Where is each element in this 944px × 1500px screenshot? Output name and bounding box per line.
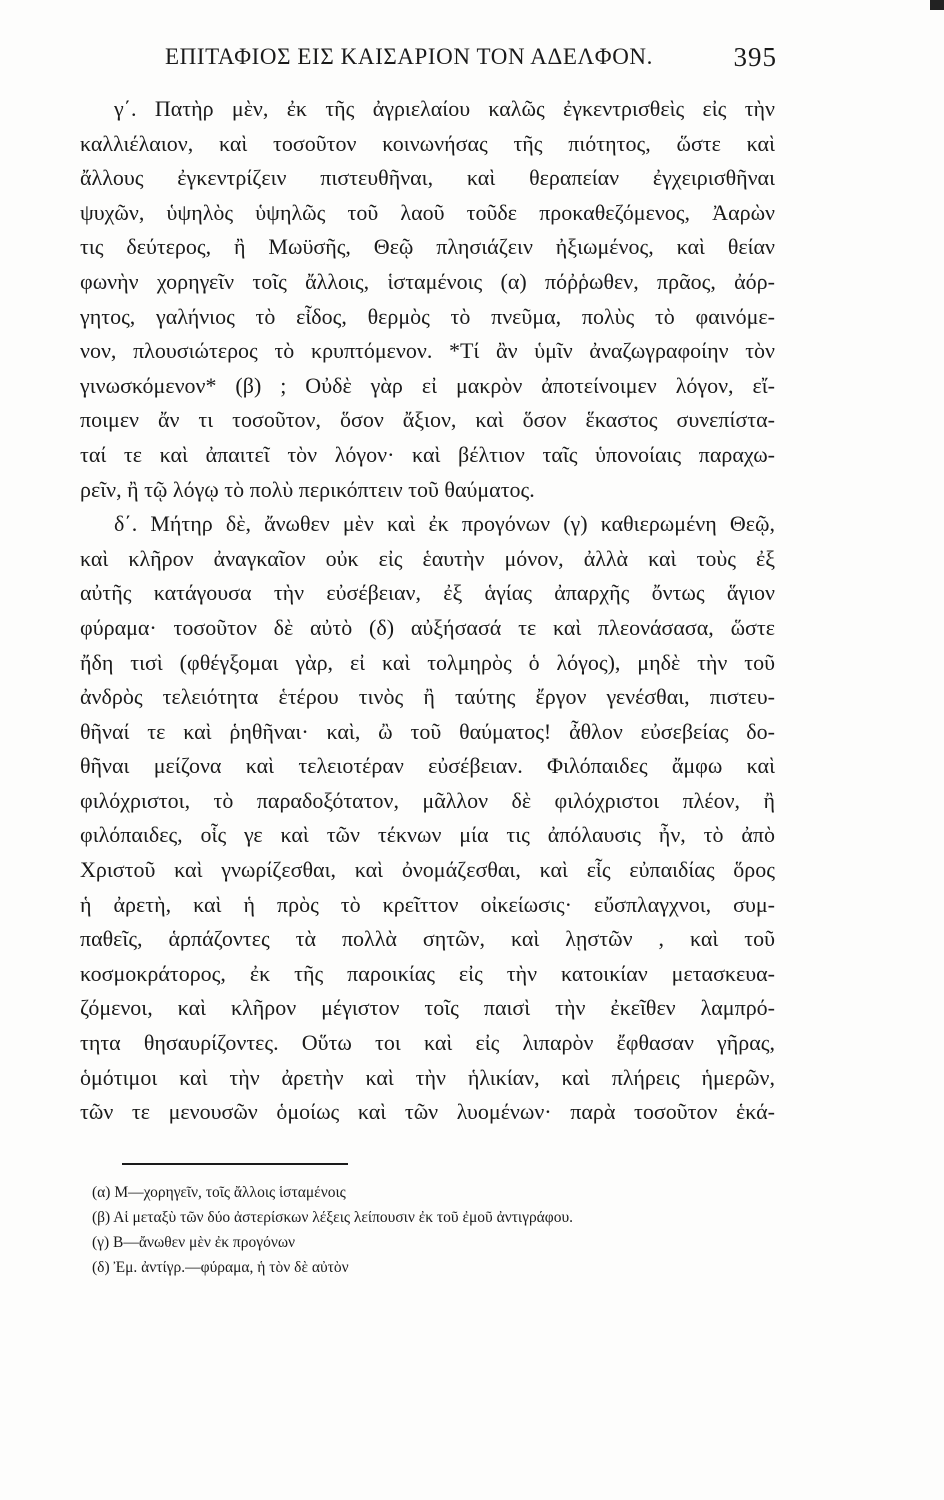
text-line: καὶ κλῆρον ἀναγκαῖον οὐκ εἰς ἑαυτὴν μόνον, ἀλλὰ καὶ τοὺς ἐξ bbox=[80, 545, 775, 571]
text-line: φύραμα· τοσοῦτον δὲ αὐτὸ (δ) αὐξήσασά τε καὶ πλεονάσασα, ὥστε bbox=[80, 614, 775, 640]
main-text bbox=[80, 92, 775, 1130]
text-line: φωνὴν χορηγεῖν τοῖς ἄλλοις, ἱσταμένοις (α) πόῤῥωθεν, πρᾶος, ἀόρ- bbox=[80, 268, 775, 294]
footnote: (γ) Β—ἄνωθεν μὲν ἐκ προγόνων bbox=[92, 1234, 296, 1251]
text-line: ὁμότιμοι καὶ τὴν ἀρετὴν καὶ τὴν ἡλικίαν, καὶ πλήρεις ἡμερῶν, bbox=[80, 1064, 775, 1090]
text-line: γινωσκόμενον* (β) ; Οὐδὲ γὰρ εἰ μακρὸν ἀποτείνοιμεν λόγον, εἴ- bbox=[80, 372, 775, 398]
text-line: φιλόχριστοι, τὸ παραδοξότατον, μᾶλλον δὲ φιλόχριστοι πλέον, ἢ bbox=[80, 787, 775, 813]
text-line: ζόμενοι, καὶ κλῆρον μέγιστον τοῖς παισὶ τὴν ἐκεῖθεν λαμπρό- bbox=[80, 995, 775, 1021]
text-line: ρεῖν, ἢ τῷ λόγῳ τὸ πολὺ περικόπτειν τοῦ θαύματος. bbox=[80, 476, 535, 502]
scan-corner-mark bbox=[930, 0, 944, 10]
footnote: (β) Αἱ μεταξὺ τῶν δύο ἀστερίσκων λέξεις λείπουσιν ἐκ τοῦ ἐμοῦ ἀντιγράφου. bbox=[92, 1209, 574, 1226]
text-line: ἀνδρὸς τελειότητα ἑτέρου τινὸς ἢ ταύτης ἔργον γενέσθαι, πιστευ- bbox=[80, 684, 775, 710]
text-line: γητος, γαλήνιος τὸ εἶδος, θερμὸς τὸ πνεῦμα, πολὺς τὸ φαινόμε- bbox=[80, 303, 775, 329]
text-line: τις δεύτερος, ἢ Μωϋσῆς, Θεῷ πλησιάζειν ἠξιωμένος, καὶ θείαν bbox=[80, 234, 775, 260]
text-line: νον, πλουσιώτερος τὸ κρυπτόμενον. *Τί ἂν ὑμῖν ἀναζωγραφοίην τὸν bbox=[80, 338, 775, 364]
text-line: τητα θησαυρίζοντες. Οὕτω τοι καὶ εἰς λιπαρὸν ἔφθασαν γῆρας, bbox=[80, 1030, 775, 1056]
text-line: Χριστοῦ καὶ γνωρίζεσθαι, καὶ ὀνομάζεσθαι, καὶ εἷς εὐπαιδίας ὅρος bbox=[80, 857, 775, 883]
text-line: θῆναι μείζονα καὶ τελειοτέραν εὐσέβειαν. Φιλόπαιδες ἄμφω καὶ bbox=[80, 753, 775, 779]
text-line: τῶν τε μενουσῶν ὁμοίως καὶ τῶν λυομένων· παρὰ τοσοῦτον ἑκά- bbox=[80, 1099, 775, 1125]
text-line: ἤδη τισὶ (φθέγξομαι γὰρ, εἰ καὶ τολμηρὸς ὁ λόγος), μηδὲ τὴν τοῦ bbox=[80, 649, 775, 675]
footnote: (δ) Ἐμ. ἀντίγρ.—φύραμα, ἡ τὸν δὲ αὐτὸν bbox=[92, 1259, 349, 1276]
page-header bbox=[165, 44, 777, 80]
text-line: θῆναί τε καὶ ῥηθῆναι· καὶ, ὢ τοῦ θαύματος! ἆθλον εὐσεβείας δο- bbox=[80, 718, 775, 744]
text-line: φιλόπαιδες, οἷς γε καὶ τῶν τέκνων μία τις ἀπόλαυσις ἦν, τὸ ἀπὸ bbox=[80, 822, 775, 848]
text-line: ταί τε καὶ ἀπαιτεῖ τὸν λόγον· καὶ βέλτιον ταῖς ὑπονοίαις παραχω- bbox=[80, 441, 775, 467]
text-line: κοσμοκράτορος, ἐκ τῆς παροικίας εἰς τὴν κατοικίαν μετασκευα- bbox=[80, 960, 775, 986]
page-number: 395 bbox=[733, 42, 777, 72]
running-title: ΕΠΙΤΑΦΙΟΣ ΕΙΣ ΚΑΙΣΑΡΙΟΝ ΤΟΝ ΑΔΕΛΦΟΝ. bbox=[165, 44, 653, 69]
text-line: αὐτῆς κατάγουσα τὴν εὐσέβειαν, ἐξ ἁγίας ἀπαρχῆς ὄντως ἅγιον bbox=[80, 580, 775, 606]
footnote-divider bbox=[122, 1163, 348, 1165]
footnotes bbox=[92, 1180, 752, 1280]
text-line: ἄλλους ἐγκεντρίζειν πιστευθῆναι, καὶ θεραπείαν ἐγχειρισθῆναι bbox=[80, 165, 775, 191]
text-line: ποιμεν ἄν τι τοσοῦτον, ὅσον ἄξιον, καὶ ὅσον ἕκαστος συνεπίστα- bbox=[80, 407, 775, 433]
text-line: ψυχῶν, ὑψηλὸς ὑψηλῶς τοῦ λαοῦ τοῦδε προκαθεζόμενος, Ἀαρὼν bbox=[80, 199, 775, 225]
text-line: παθεῖς, ἁρπάζοντες τὰ πολλὰ σητῶν, καὶ λῃστῶν , καὶ τοῦ bbox=[80, 926, 775, 952]
text-line: καλλιέλαιον, καὶ τοσοῦτον κοινωνήσας τῆς πιότητος, ὥστε καὶ bbox=[80, 130, 775, 156]
text-line: ἡ ἀρετὴ, καὶ ἡ πρὸς τὸ κρεῖττον οἰκείωσις· εὔσπλαγχνοι, συμ- bbox=[80, 891, 775, 917]
text-line: γ΄. Πατὴρ μὲν, ἐκ τῆς ἀγριελαίου καλῶς ἐγκεντρισθεὶς εἰς τὴν bbox=[114, 96, 775, 121]
footnote: (α) Μ—χορηγεῖν, τοῖς ἄλλοις ἱσταμένοις bbox=[92, 1184, 346, 1201]
text-line: δ΄. Μήτηρ δὲ, ἄνωθεν μὲν καὶ ἐκ προγόνων (γ) καθιερωμένη Θεῷ, bbox=[114, 511, 775, 537]
